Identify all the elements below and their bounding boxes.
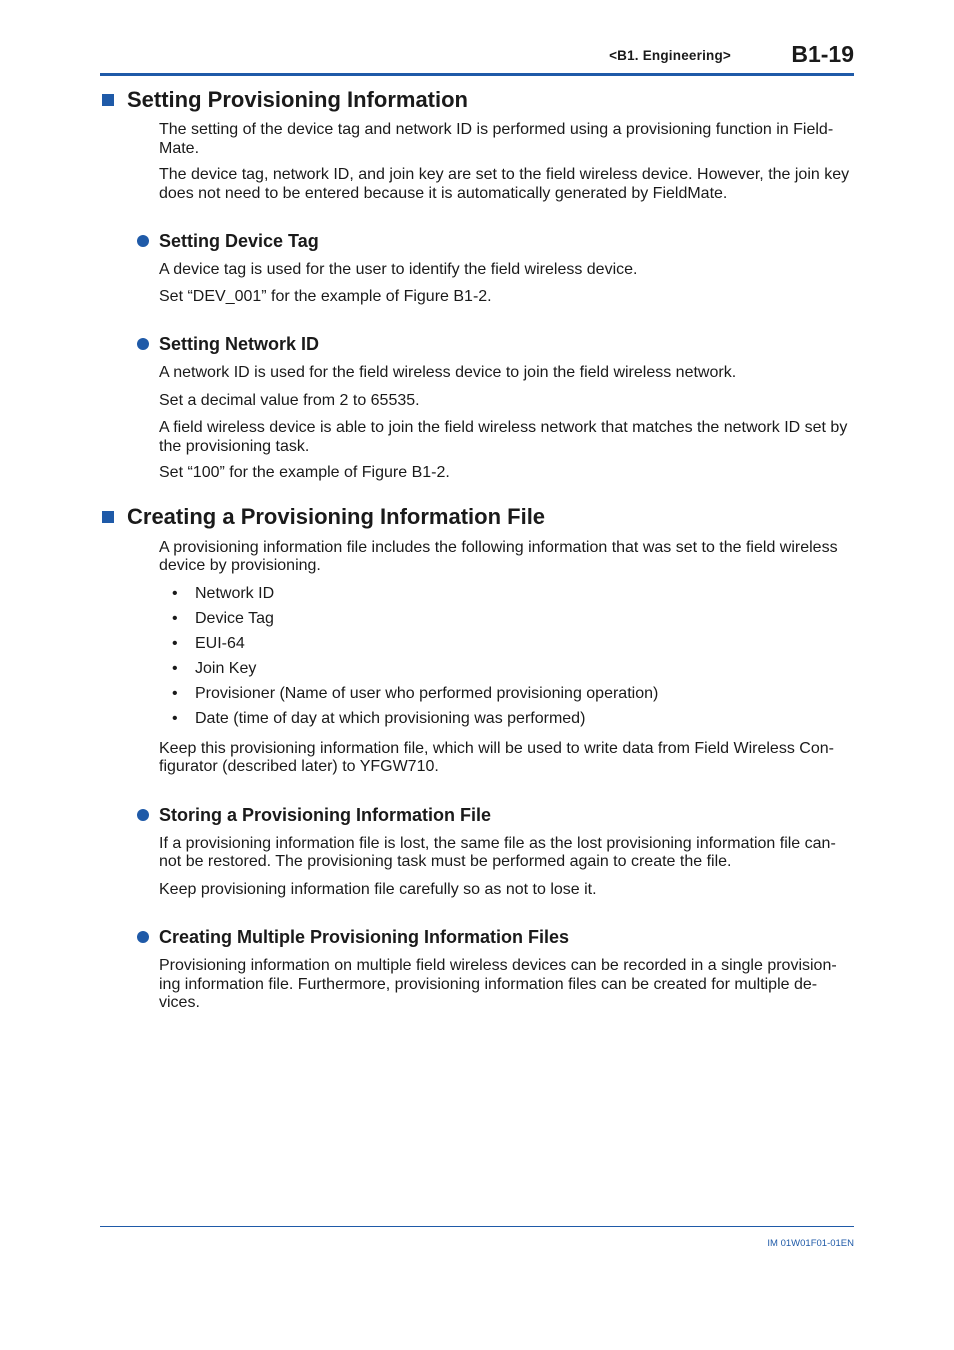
section-heading-creating-file: [100, 503, 854, 531]
paragraph: Set “DEV_001” for the example of Figure B1-2.: [159, 287, 492, 305]
subsection-title: Setting Device Tag: [159, 231, 319, 251]
footer-rule: [100, 1226, 854, 1227]
page-number: B1-19: [791, 41, 854, 67]
subsection-title: Setting Network ID: [159, 334, 320, 354]
paragraph: Set “100” for the example of Figure B1-2.: [159, 464, 450, 481]
circle-bullet-icon: [137, 931, 149, 943]
list-item: • Join Key: [172, 659, 257, 677]
list-item: • Date (time of day at which provisioning was performed): [172, 710, 586, 727]
bullet-icon: •: [172, 634, 178, 652]
list-item: • Network ID: [172, 584, 275, 602]
circle-bullet-icon: [137, 235, 149, 247]
paragraph: The device tag, network ID, and join key are set to the field wireless device. However, the join key does not need to be entered because it is automatically generated by FieldMate.: [159, 166, 850, 202]
paragraph: Set a decimal value from 2 to 65535.: [159, 391, 420, 409]
bullet-icon: •: [172, 685, 178, 702]
bullet-icon: •: [172, 710, 178, 727]
subsection-title: Storing a Provisioning Information File: [159, 804, 492, 825]
square-icon: [102, 511, 114, 523]
paragraph: A network ID is used for the field wireless device to join the field wireless network.: [159, 364, 737, 381]
paragraph: The setting of the device tag and network ID is performed using a provisioning function in Field-Mate.: [159, 121, 834, 157]
section-heading-setting-provisioning: [100, 86, 854, 114]
paragraph: A provisioning information file includes the following information that was set to the field wireless device by provisioning.: [159, 538, 838, 574]
page-content: [100, 86, 854, 1013]
list-item: • Provisioner (Name of user who performed provisioning operation): [172, 685, 659, 702]
document-code: IM 01W01F01-01EN: [767, 1238, 854, 1249]
paragraph: A device tag is used for the user to identify the field wireless device.: [159, 261, 638, 278]
bullet-icon: •: [172, 659, 178, 677]
paragraph: Provisioning information on multiple field wireless devices can be recorded in a single provision-ing information file. Furthermore, provisioning information files can be created for multiple de-vices.: [159, 957, 837, 1011]
circle-bullet-icon: [137, 338, 149, 350]
list-item: • EUI-64: [172, 634, 245, 652]
circle-bullet-icon: [137, 809, 149, 821]
paragraph: If a provisioning information file is lost, the same file as the lost provisioning information file can-not be restored. The provisioning task must be performed again to create the file.: [159, 834, 836, 870]
subsection-heading-device-tag: [100, 229, 854, 253]
section-title: Setting Provisioning Information: [127, 87, 468, 112]
subsection-heading-multiple-files: [100, 925, 854, 949]
paragraph: A field wireless device is able to join the field wireless network that matches the network ID set by the provisioning task.: [159, 419, 848, 455]
header-rule: [100, 73, 854, 76]
paragraph: Keep this provisioning information file, which will be used to write data from Field Wireless Con-figurator (described later) to YFGW710.: [159, 739, 834, 775]
subsection-heading-network-id: [100, 332, 854, 356]
section-title: Creating a Provisioning Information File: [127, 503, 546, 529]
list-item: • Device Tag: [172, 609, 274, 627]
bullet-icon: •: [172, 584, 178, 602]
square-icon: [102, 94, 114, 106]
bullet-icon: •: [172, 609, 178, 627]
info-list: [100, 585, 854, 729]
chapter-label: <B1. Engineering>: [609, 48, 731, 63]
subsection-title: Creating Multiple Provisioning Information Files: [159, 927, 570, 947]
subsection-heading-storing-file: [100, 803, 854, 827]
paragraph: Keep provisioning information file carefully so as not to lose it.: [159, 880, 597, 898]
